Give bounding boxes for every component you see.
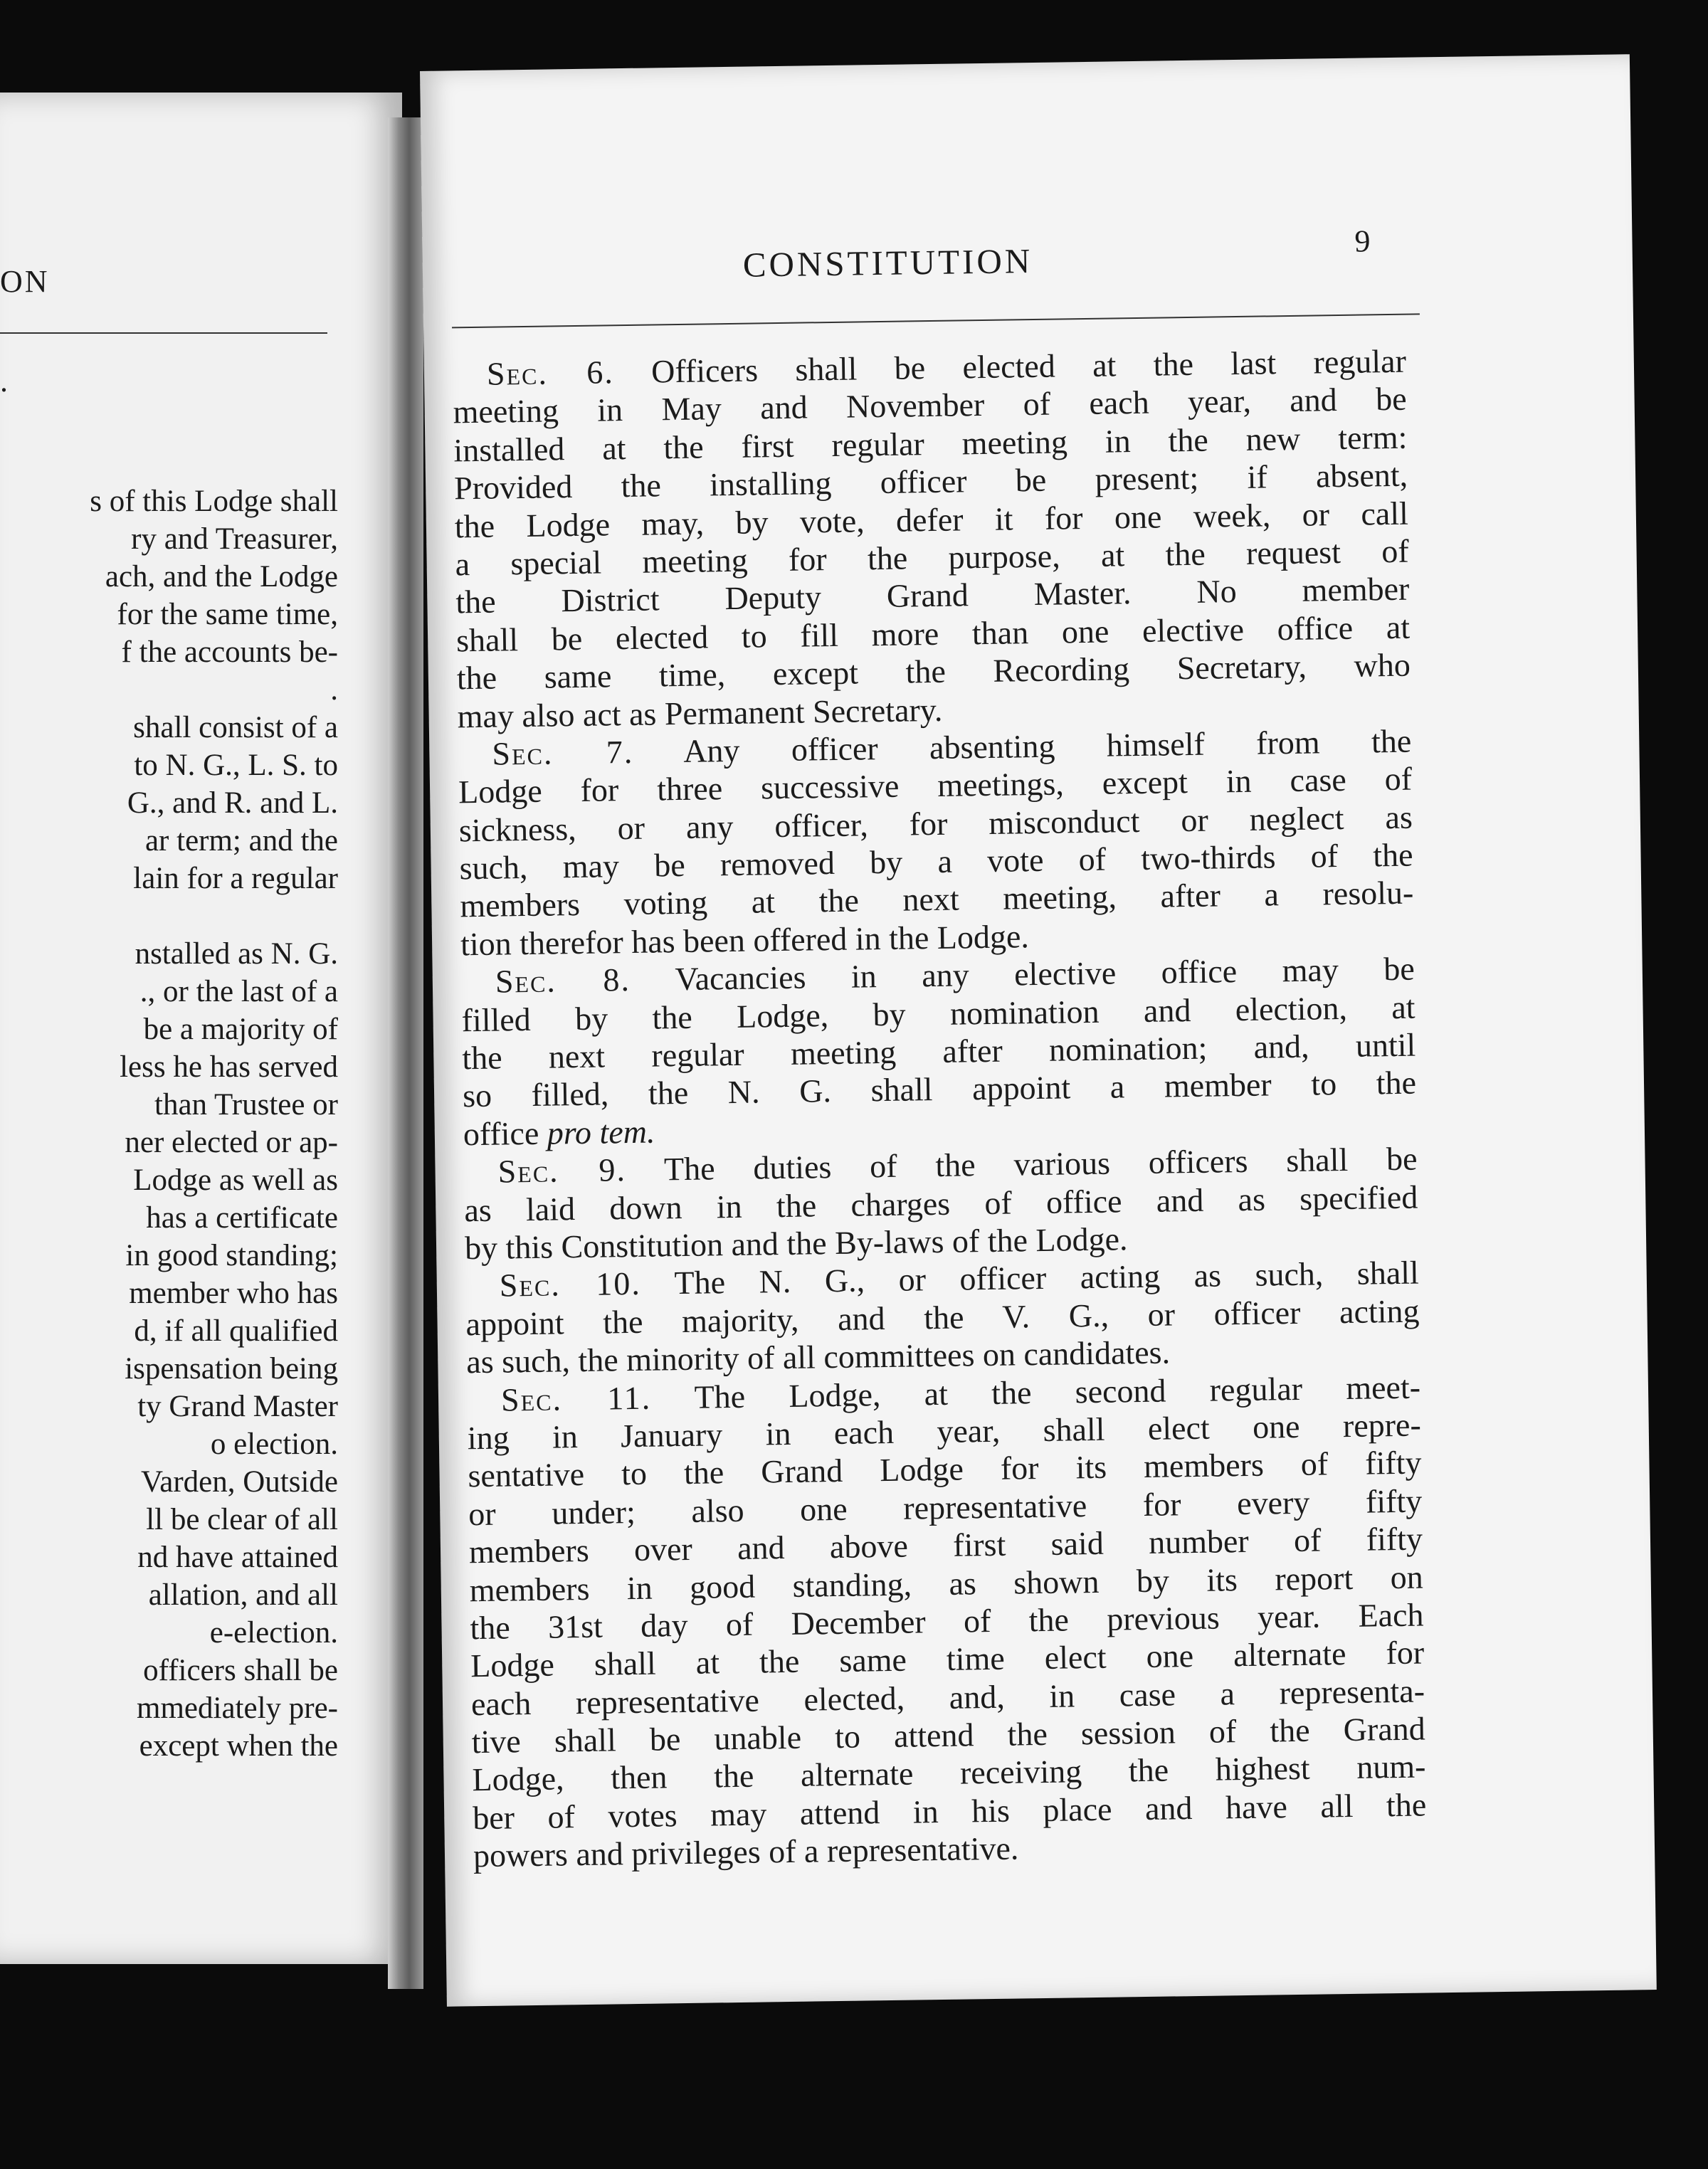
line-text: Any officer absenting himself from the	[682, 722, 1412, 769]
left-text-line: ach, and the Lodge	[105, 560, 338, 593]
left-text-line: lain for a regular	[133, 862, 338, 895]
line-text: the District Deputy Grand Master. No member	[455, 571, 1410, 621]
left-text-line: mmediately pre-	[137, 1692, 338, 1725]
section-label: Sec. 9.	[497, 1151, 627, 1190]
left-text-line: than Trustee or	[154, 1088, 338, 1122]
left-text-line: Lodge as well as	[133, 1163, 338, 1197]
left-text-line: officers shall be	[143, 1654, 338, 1687]
book-gutter	[388, 117, 423, 1989]
left-text-line: ner elected or ap-	[125, 1126, 338, 1159]
left-text-line: ty Grand Master	[137, 1390, 338, 1423]
line-text: ing in January in each year, shall elect one repre-	[467, 1406, 1422, 1457]
constitution-text	[453, 342, 1428, 1875]
section	[453, 342, 1411, 736]
section-label: Sec. 6.	[486, 354, 615, 392]
line-text: The N. G., or officer acting as such, shall	[674, 1254, 1420, 1302]
line-text: members over and above first said number of fifty	[468, 1520, 1423, 1571]
line-text: tive shall be unable to attend the session of the Grand	[471, 1710, 1426, 1761]
left-text-line: ll be clear of all	[146, 1503, 338, 1536]
line-text: may also act as Permanent Secretary.	[457, 691, 943, 734]
line-text: The duties of the various officers shall be	[663, 1140, 1418, 1188]
line-text: such, may be removed by a vote of two-thirds of the	[459, 836, 1413, 887]
line-text: members voting at the next meeting, after a resolu-	[460, 875, 1414, 924]
page-title: CONSTITUTION	[742, 241, 1033, 285]
left-text-line: .	[330, 673, 338, 707]
line-text: meeting in May and November of each year, and be	[453, 381, 1407, 431]
left-text-line: allation, and all	[148, 1578, 338, 1612]
line-text: each representative elected, and, in case a representa-	[470, 1672, 1425, 1722]
line-text: so filled, the N. G. shall appoint a member to the	[462, 1065, 1417, 1114]
left-page-header: ON	[0, 264, 50, 299]
section	[465, 1254, 1420, 1381]
line-text: Officers shall be elected at the last regular	[650, 342, 1407, 390]
left-text-line: member who has	[129, 1277, 338, 1310]
left-text-line: nstalled as N. G.	[135, 937, 338, 971]
line-text: filled by the Lodge, by nomination and election, at	[461, 988, 1416, 1038]
line-text: installed at the first regular meeting in the new term:	[453, 418, 1408, 469]
left-text-line: d, if all qualified	[134, 1314, 338, 1348]
section	[467, 1368, 1428, 1875]
section-label: Sec. 10.	[499, 1265, 642, 1304]
left-header-rule	[0, 332, 327, 334]
line-text: members in good standing, as shown by its report on	[469, 1558, 1424, 1608]
line-text: Lodge, then the alternate receiving the highest num-	[472, 1748, 1426, 1798]
line-text: Provided the installing officer be present; if absent,	[453, 456, 1408, 507]
left-text-line: has a certificate	[146, 1201, 338, 1235]
line-text: ber of votes may attend in his place and have all the	[472, 1786, 1427, 1837]
line-text: Lodge for three successive meetings, except in case of	[458, 760, 1413, 811]
header-rule	[452, 313, 1420, 328]
line-text: or under; also one representative for every fifty	[468, 1482, 1423, 1532]
left-text-line: ar term; and the	[144, 824, 338, 857]
line-text: sickness, or any officer, for misconduct or neglect as	[458, 798, 1413, 849]
left-text-line: o election.	[210, 1427, 338, 1461]
left-text-line: G., and R. and L.	[127, 786, 338, 820]
left-text-line	[0, 897, 338, 935]
page-number: 9	[1354, 223, 1371, 259]
right-page	[420, 54, 1657, 2006]
left-page	[0, 93, 402, 1964]
line-text: the 31st day of December of the previous year. Each	[470, 1596, 1424, 1647]
left-text-line: Varden, Outside	[140, 1465, 338, 1499]
section	[463, 1140, 1418, 1267]
line-text: the next regular meeting after nomination; and, until	[462, 1026, 1416, 1077]
left-text-line: except when the	[139, 1729, 338, 1763]
section	[461, 950, 1418, 1154]
line-text: by this Constitution and the By-laws of the Lodge.	[464, 1220, 1128, 1267]
line-text: a special meeting for the purpose, at the request of	[455, 532, 1409, 583]
left-text-line: nd have attained	[137, 1541, 338, 1574]
line-text: Lodge shall at the same time elect one alternate for	[470, 1634, 1425, 1684]
section	[458, 722, 1414, 964]
left-text-line: f the accounts be-	[121, 635, 338, 669]
left-text-line: ispensation being	[125, 1352, 338, 1386]
line-text: powers and privileges of a representative.	[473, 1830, 1019, 1874]
section-label: Sec. 7.	[492, 733, 634, 772]
left-text-line: e-election.	[209, 1616, 338, 1650]
line-text: sentative to the Grand Lodge for its members of fifty	[468, 1444, 1422, 1494]
left-text-line: shall consist of a	[133, 711, 338, 744]
line-text: shall be elected to fill more than one elective office at	[455, 608, 1411, 659]
left-text-line: in good standing;	[125, 1239, 338, 1272]
left-text-line: be a majority of	[143, 1013, 338, 1046]
left-page-dot: .	[0, 364, 8, 399]
line-text: The Lodge, at the second regular meet-	[694, 1368, 1421, 1415]
left-text-line: s of this Lodge shall	[90, 485, 338, 518]
line-text: Vacancies in any elective office may be	[675, 950, 1416, 998]
line-text: tion therefor has been offered in the Lodge.	[460, 918, 1030, 963]
line-text: appoint the majority, and the V. G., or officer acting	[465, 1292, 1420, 1343]
left-text-line: ., or the last of a	[139, 975, 338, 1008]
left-text-line: less he has served	[120, 1050, 338, 1084]
left-text-line: ry and Treasurer,	[131, 522, 338, 556]
line-text: as such, the minority of all committees on candidates.	[465, 1334, 1171, 1381]
left-page-text	[0, 482, 338, 1765]
left-text-line: to N. G., L. S. to	[134, 749, 338, 782]
line-text: office pro tem.	[463, 1113, 655, 1153]
section-label: Sec. 11.	[500, 1379, 652, 1418]
line-text: the Lodge may, by vote, defer it for one week, or call	[454, 495, 1409, 544]
left-text-line: for the same time,	[117, 598, 338, 631]
line-text: as laid down in the charges of office and as specified	[463, 1178, 1418, 1228]
section-label: Sec. 8.	[495, 961, 631, 1000]
line-text: the same time, except the Recording Secretary, who	[456, 646, 1411, 697]
